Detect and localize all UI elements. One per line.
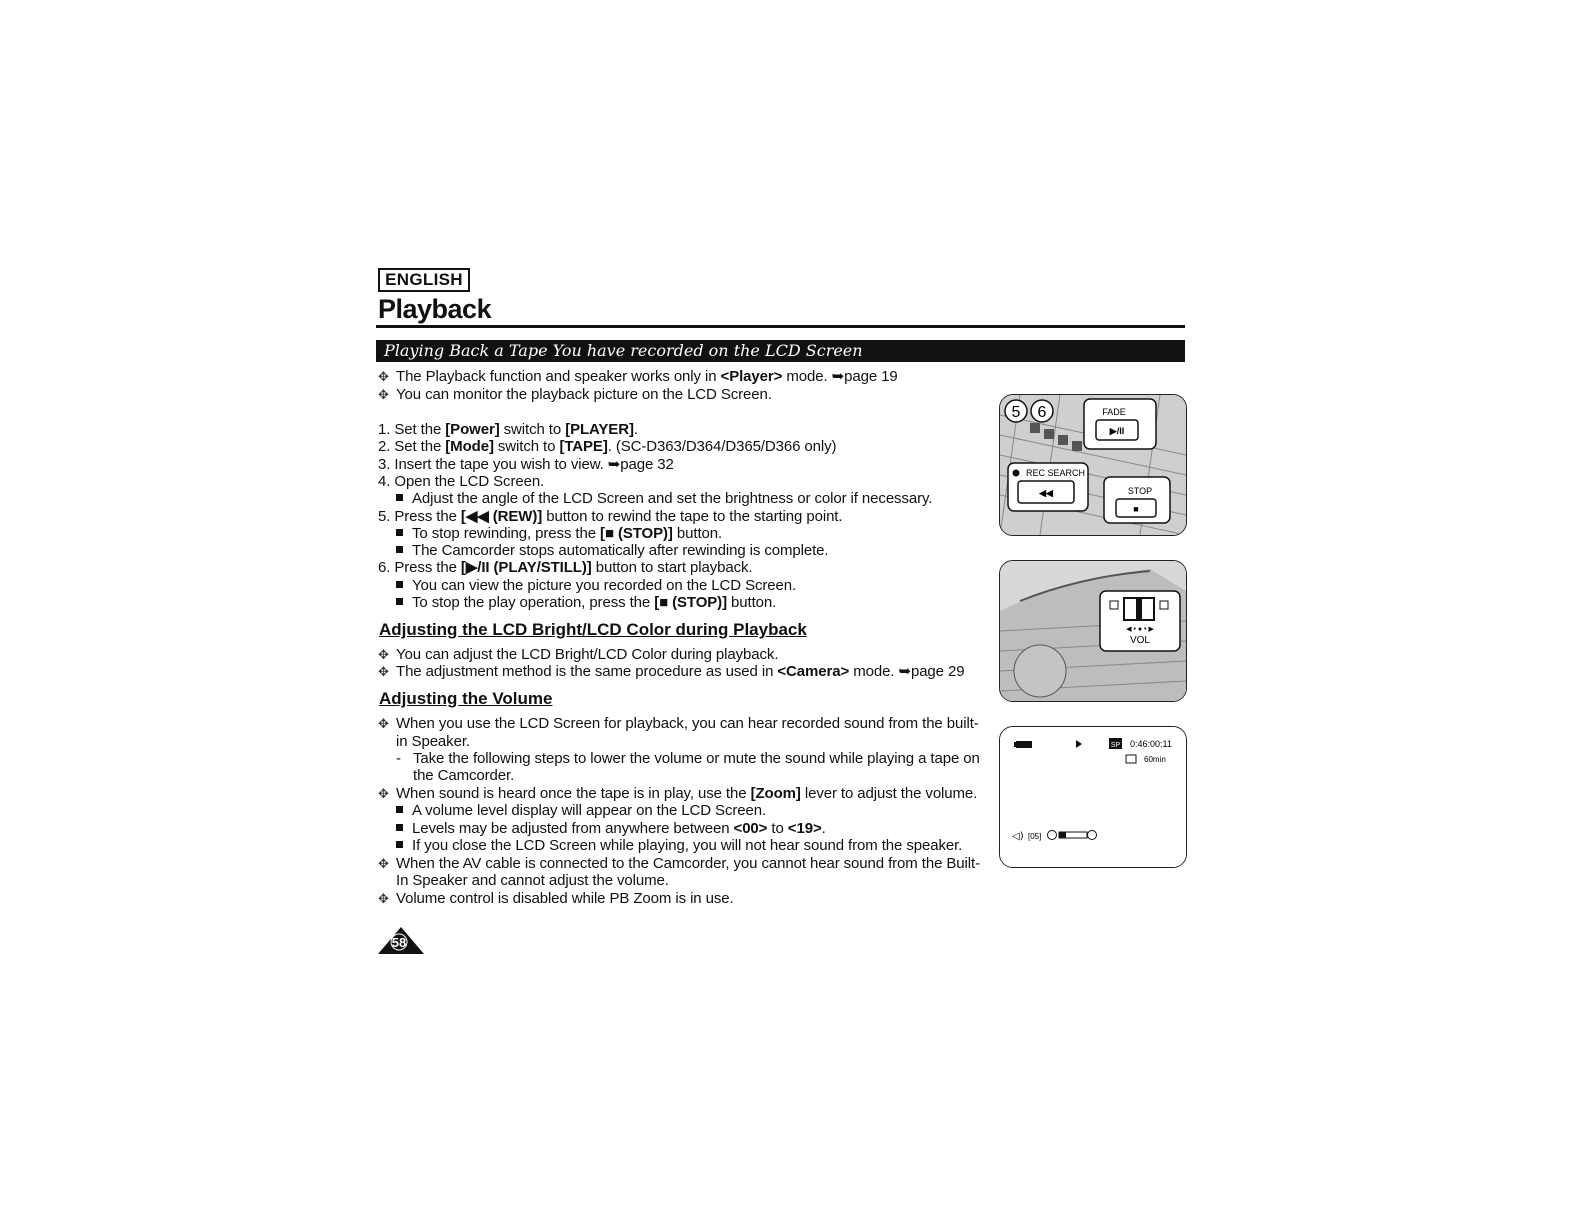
volume-note-3: If you close the LCD Screen while playing, you will not hear sound from the speaker. [396, 837, 962, 854]
zoom-volume-lever-illustration [1000, 561, 1186, 701]
square-bullet-icon [396, 598, 403, 605]
square-bullet-icon [396, 841, 403, 848]
volume-bullet-2: ✥ When sound is heard once the tape is in play, use the [Zoom] lever to adjust the volume. [378, 785, 978, 802]
volume-level: [05] [1028, 832, 1042, 841]
bullet-icon: ✥ [378, 716, 389, 731]
figure-buttons [999, 394, 1187, 536]
remaining-time: 60min [1144, 755, 1166, 764]
page-title: Playback [378, 294, 492, 324]
title-rule [376, 325, 1185, 328]
section-bar: Playing Back a Tape You have recorded on the LCD Screen [376, 340, 1185, 362]
volume-note-1: A volume level display will appear on the LCD Screen. [396, 802, 766, 819]
bullet-icon: ✥ [378, 369, 389, 384]
lcd-display-illustration [1000, 727, 1186, 867]
volume-bullet-1-cont: in Speaker. [396, 733, 470, 750]
vol-arrows: ◀ • ● • ▶ [1126, 626, 1154, 633]
rec-search-label: REC SEARCH [1026, 468, 1086, 478]
bullet-icon: ✥ [378, 786, 389, 801]
step-5: 5. Press the [◀◀ (REW)] button to rewind the tape to the starting point. [378, 508, 843, 525]
figure-lcd-display [999, 726, 1187, 868]
step-6: 6. Press the [▶/II (PLAY/STILL)] button to start playback. [378, 559, 753, 576]
volume-bullet-4: ✥ Volume control is disabled while PB Zoom is in use. [378, 890, 734, 907]
square-bullet-icon [396, 529, 403, 536]
volume-note-2: Levels may be adjusted from anywhere between <00> to <19>. [396, 820, 826, 837]
square-bullet-icon [396, 581, 403, 588]
step-1: 1. Set the [Power] switch to [PLAYER]. [378, 421, 638, 438]
page-number: 58 [391, 935, 407, 950]
step-5-note-2: The Camcorder stops automatically after rewinding is complete. [396, 542, 828, 559]
sp-mode-badge: SP [1110, 742, 1121, 749]
battery-icon [1016, 741, 1032, 748]
rew-icon: ◀◀ [1039, 488, 1053, 498]
volume-bullet-3: ✥ When the AV cable is connected to the Camcorder, you cannot hear sound from the Built- [378, 855, 980, 872]
bullet-icon: ✥ [378, 387, 389, 402]
square-bullet-icon [396, 546, 403, 553]
bullet-icon: ✥ [378, 647, 389, 662]
stop-label: STOP [1127, 486, 1153, 496]
square-bullet-icon [396, 806, 403, 813]
step-4: 4. Open the LCD Screen. [378, 473, 545, 490]
lcd-bullet-2: ✥ The adjustment method is the same procedure as used in <Camera> mode. ➥page 29 [378, 663, 965, 680]
figure-vol-lever [999, 560, 1187, 702]
bullet-icon: ✥ [378, 856, 389, 871]
intro-bullet-2: ✥ You can monitor the playback picture on the LCD Screen. [378, 386, 772, 403]
volume-bullet-3-cont: In Speaker and cannot adjust the volume. [396, 872, 669, 889]
stop-icon: ■ [1133, 504, 1139, 514]
step-2: 2. Set the [Mode] switch to [TAPE]. (SC-D363/D364/D365/D366 only) [378, 438, 837, 455]
callout-5: 5 [1011, 404, 1021, 421]
lcd-bullet-1: ✥ You can adjust the LCD Bright/LCD Color during playback. [378, 646, 779, 663]
language-label: ENGLISH [378, 268, 470, 292]
square-bullet-icon [396, 824, 403, 831]
step-6-note-2: To stop the play operation, press the [■ (STOP)] button. [396, 594, 776, 611]
callout-6: 6 [1037, 404, 1047, 421]
square-bullet-icon [396, 494, 403, 501]
volume-bullet-1: ✥ When you use the LCD Screen for playback, you can hear recorded sound from the built- [378, 715, 979, 732]
step-4-note: Adjust the angle of the LCD Screen and set the brightness or color if necessary. [396, 490, 932, 507]
timecode: 0:46:00:11 [1130, 739, 1172, 749]
vol-label: VOL [1129, 635, 1151, 646]
bullet-icon: ✥ [378, 891, 389, 906]
tape-icon [1126, 755, 1136, 763]
volume-dash-1: - Take the following steps to lower the volume or mute the sound while playing a tape on [396, 750, 980, 767]
step-3: 3. Insert the tape you wish to view. ➥page 32 [378, 456, 674, 473]
bullet-icon: ✥ [378, 664, 389, 679]
step-6-note-1: You can view the picture you recorded on the LCD Screen. [396, 577, 796, 594]
speaker-icon: ◁) [1012, 831, 1024, 842]
intro-bullet-1: ✥ The Playback function and speaker works only in <Player> mode. ➥page 19 [378, 368, 898, 385]
play-still-icon: ▶/II [1109, 426, 1125, 436]
step-5-note-1: To stop rewinding, press the [■ (STOP)] button. [396, 525, 722, 542]
fade-label: FADE [1102, 407, 1126, 417]
camcorder-buttons-illustration [1000, 395, 1186, 535]
page-number-badge [376, 925, 426, 955]
volume-dash-1-cont: the Camcorder. [413, 767, 515, 784]
volume-section-heading: Adjusting the Volume [379, 689, 553, 708]
volume-bar-fill [1059, 832, 1066, 838]
lcd-section-heading: Adjusting the LCD Bright/LCD Color during Playback [379, 620, 807, 639]
